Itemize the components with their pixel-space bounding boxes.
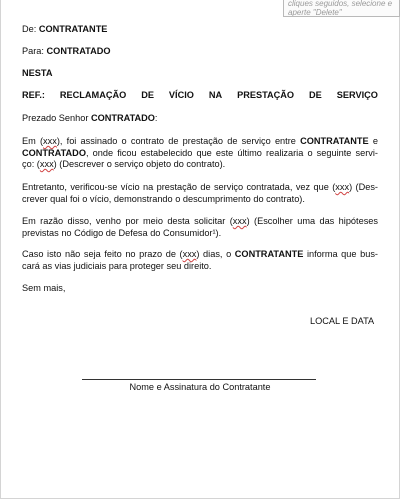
to-line: [22, 46, 111, 58]
closing: Sem mais,: [22, 283, 66, 293]
greeting-prefix: Prezado Senhor: [22, 113, 91, 123]
note-line-2: aperte "Delete": [288, 8, 342, 17]
from-label: De:: [22, 24, 37, 34]
ref-word: REF.:: [22, 90, 45, 100]
paragraph-row: previstas no Código de Defesa do Consumidor¹).: [22, 227, 222, 238]
placeholder-xxx: xxx: [335, 182, 350, 192]
paragraph-row: cará as vias judiciais para proteger seu direito.: [22, 260, 212, 271]
paragraph-row: Em (xxx), foi assinado o contrato de prestação de serviço entre CONTRATANTE e: [22, 136, 378, 146]
paragraph-3: [22, 216, 378, 239]
ref-word: PRESTAÇÃO: [237, 90, 295, 100]
to-value: CONTRATADO: [46, 46, 111, 56]
signature-caption: Nome e Assinatura do Contratante: [129, 382, 271, 392]
paragraph-2: [22, 182, 378, 205]
ref-word: RECLAMAÇÃO: [59, 90, 127, 100]
greeting-name: CONTRATADO: [90, 113, 155, 123]
ref-word: DE: [309, 90, 322, 100]
paragraph-1: [22, 136, 378, 171]
place-date: LOCAL E DATA: [310, 316, 375, 326]
from-value: CONTRATANTE: [38, 24, 108, 34]
paragraph-row: ço: (xxx) (Descrever o serviço objeto do contrato).: [22, 159, 226, 169]
reference-line: [22, 90, 378, 102]
paragraph-row: Entretanto, verificou-se vício na prestação de serviço contratada, vez que (xxx) (Des-: [22, 182, 378, 192]
to-label: Para:: [22, 46, 44, 56]
nesta-line: NESTA: [22, 68, 53, 78]
from-line: [22, 24, 107, 36]
greeting-suffix: :: [154, 113, 158, 123]
placeholder-xxx: xxx: [232, 216, 247, 226]
paragraph-row: CONTRATADO, onde ficou estabelecido que este último realizaria o seguinte servi-: [22, 147, 378, 158]
placeholder-xxx: xxx: [39, 159, 54, 169]
ref-word: VÍCIO: [168, 90, 194, 100]
ref-word: DE: [141, 90, 154, 100]
instruction-note: [283, 0, 400, 17]
placeholder-xxx: xxx: [182, 249, 197, 259]
paragraph-row: Em razão disso, venho por meio desta solicitar (xxx) (Escolher uma das hipóteses: [22, 216, 378, 226]
paragraph-row: Caso isto não seja feito no prazo de (xxx) dias, o CONTRATANTE informa que bus-: [22, 249, 378, 259]
placeholder-xxx: xxx: [43, 136, 57, 146]
paragraph-4: [22, 249, 378, 272]
note-line-1: cliques seguidos, selecione e: [288, 0, 393, 8]
ref-word: NA: [208, 90, 223, 100]
signature-line: [82, 379, 316, 380]
paragraph-row: crever qual foi o vício, demonstrando o descumprimento do contrato).: [22, 193, 305, 204]
greeting: [22, 113, 157, 125]
ref-word: SERVIÇO: [336, 90, 378, 100]
